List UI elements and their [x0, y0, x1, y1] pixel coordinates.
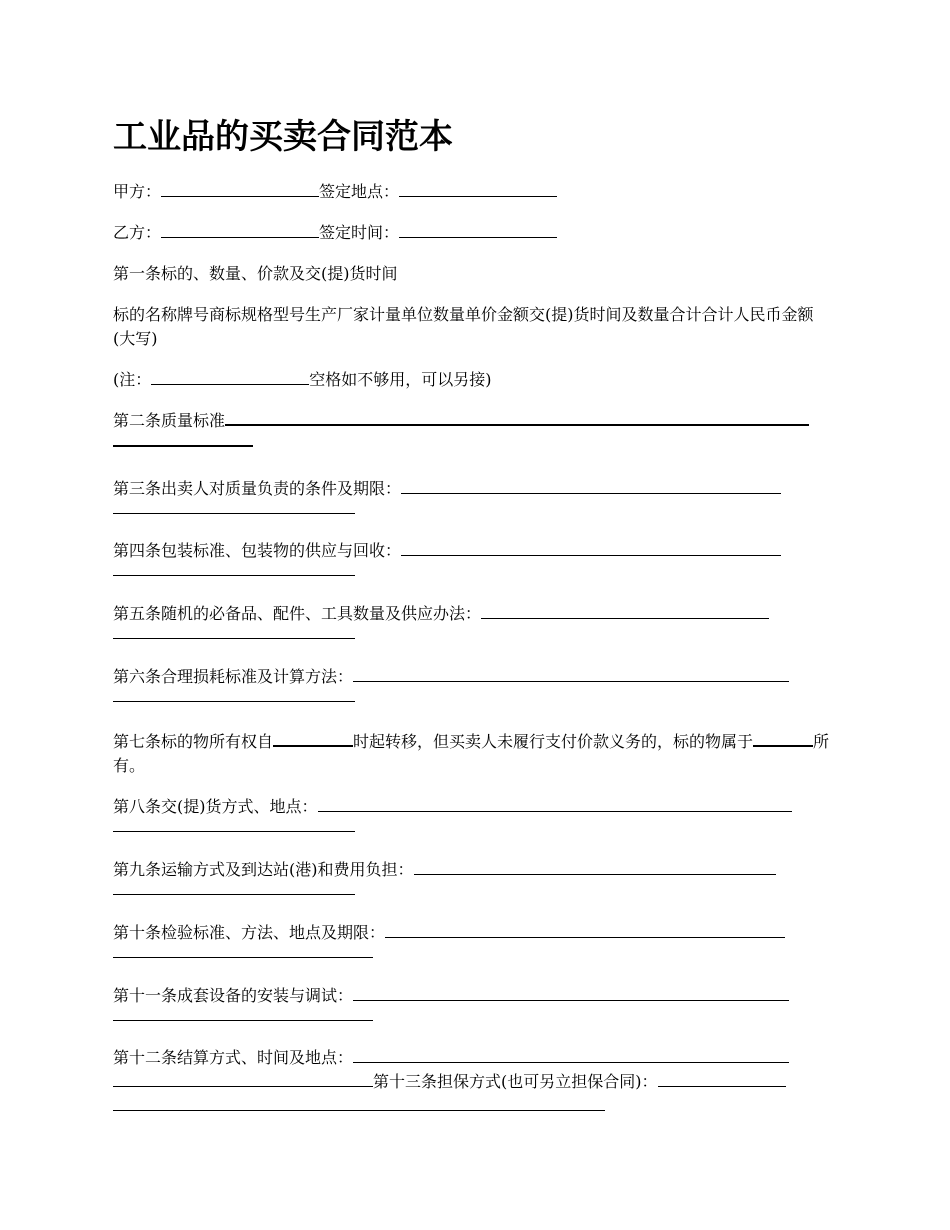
party-b-label: 乙方： — [113, 223, 162, 242]
article-2-rule-cont[interactable] — [113, 433, 253, 447]
note-blank[interactable] — [151, 369, 309, 385]
article-5 — [113, 602, 833, 639]
article-11 — [113, 984, 833, 1021]
article-3-text: 第三条出卖人对质量负责的条件及期限： — [113, 479, 402, 498]
note-suffix: 空格如不够用，可以另接) — [309, 370, 492, 389]
article-11-rule-cont[interactable] — [113, 1008, 373, 1021]
article-10-text: 第十条检验标准、方法、地点及期限： — [113, 923, 386, 942]
document-title: 工业品的买卖合同范本 — [113, 117, 453, 157]
article-12 — [113, 1046, 833, 1070]
party-b-line — [113, 221, 833, 245]
article-10-rule-cont[interactable] — [113, 945, 373, 958]
article-6-text: 第六条合理损耗标准及计算方法： — [113, 667, 354, 686]
article-11-text: 第十一条成套设备的安装与调试： — [113, 986, 354, 1005]
article-11-rule[interactable] — [511, 987, 789, 1001]
article-8-rule-cont[interactable] — [113, 819, 355, 832]
article-9-text: 第九条运输方式及到达站(港)和费用负担： — [113, 860, 414, 879]
article-10-blank[interactable] — [385, 922, 543, 938]
article-7 — [113, 730, 833, 778]
article-7-part1: 第七条标的物所有权自 — [113, 732, 274, 751]
article-13-blank-cont[interactable] — [113, 1097, 139, 1111]
article-3 — [113, 477, 833, 514]
article-5-blank[interactable] — [481, 603, 639, 619]
article-8-rule[interactable] — [476, 798, 792, 812]
article-10-rule[interactable] — [543, 924, 785, 938]
article-12-blank[interactable] — [353, 1047, 511, 1063]
article-5-rule[interactable] — [639, 605, 769, 619]
article-4-rule[interactable] — [559, 542, 781, 556]
article-12-text: 第十二条结算方式、时间及地点： — [113, 1048, 354, 1067]
article-1: 第一条标的、数量、价款及交(提)货时间 — [113, 264, 398, 283]
article-13 — [113, 1070, 833, 1094]
party-b-blank[interactable] — [161, 222, 319, 238]
article-10 — [113, 921, 833, 958]
article-12-rule-cont[interactable] — [113, 1073, 373, 1087]
article-7-part2: 时起转移，但买卖人未履行支付价款义务的，标的物属于 — [353, 732, 754, 751]
article-2-text: 第二条质量标准 — [113, 411, 226, 430]
table-headers: 标的名称牌号商标规格型号生产厂家计量单位数量单价金额交(提)货时间及数量合计合计人民币金额(大写) — [113, 305, 814, 348]
article-6-rule[interactable] — [511, 668, 789, 682]
article-3-rule-cont[interactable] — [113, 501, 355, 514]
article-3-rule[interactable] — [559, 480, 781, 494]
note-prefix: (注： — [113, 370, 152, 389]
article-9-blank[interactable] — [414, 859, 572, 875]
article-13-rule[interactable] — [139, 1097, 605, 1111]
article-13-text: 第十三条担保方式(也可另立担保合同)： — [373, 1072, 658, 1091]
party-a-line — [113, 180, 833, 204]
article-9-rule-cont[interactable] — [113, 882, 355, 895]
note-line — [113, 368, 833, 392]
sign-time-blank[interactable] — [399, 222, 557, 238]
article-6-rule-cont[interactable] — [113, 689, 355, 702]
article-9-rule[interactable] — [572, 861, 776, 875]
party-a-blank[interactable] — [161, 181, 319, 197]
article-13-cont — [113, 1094, 833, 1118]
article-6-blank[interactable] — [353, 666, 511, 682]
sign-place-label: 签定地点： — [319, 182, 400, 201]
article-5-text: 第五条随机的必备品、配件、工具数量及供应办法： — [113, 604, 482, 623]
article-6 — [113, 665, 833, 702]
article-3-blank[interactable] — [401, 478, 559, 494]
article-4-rule-cont[interactable] — [113, 563, 355, 576]
article-9 — [113, 858, 833, 895]
article-4-text: 第四条包装标准、包装物的供应与回收： — [113, 541, 402, 560]
article-2 — [113, 409, 833, 447]
article-8-blank[interactable] — [318, 796, 476, 812]
sign-place-blank[interactable] — [399, 181, 557, 197]
article-5-rule-cont[interactable] — [113, 626, 355, 639]
article-13-blank[interactable] — [658, 1073, 786, 1087]
article-2-rule[interactable] — [225, 411, 809, 426]
article-8-text: 第八条交(提)货方式、地点： — [113, 797, 318, 816]
party-a-label: 甲方： — [113, 182, 162, 201]
article-7-blank-from[interactable] — [273, 732, 353, 747]
article-7-blank-owner[interactable] — [753, 732, 813, 747]
article-4-blank[interactable] — [401, 540, 559, 556]
article-12-rule[interactable] — [511, 1049, 789, 1063]
article-11-blank[interactable] — [353, 985, 511, 1001]
sign-time-label: 签定时间： — [319, 223, 400, 242]
article-7-part3: 所有。 — [113, 732, 830, 775]
article-8 — [113, 795, 833, 832]
article-4 — [113, 539, 833, 576]
